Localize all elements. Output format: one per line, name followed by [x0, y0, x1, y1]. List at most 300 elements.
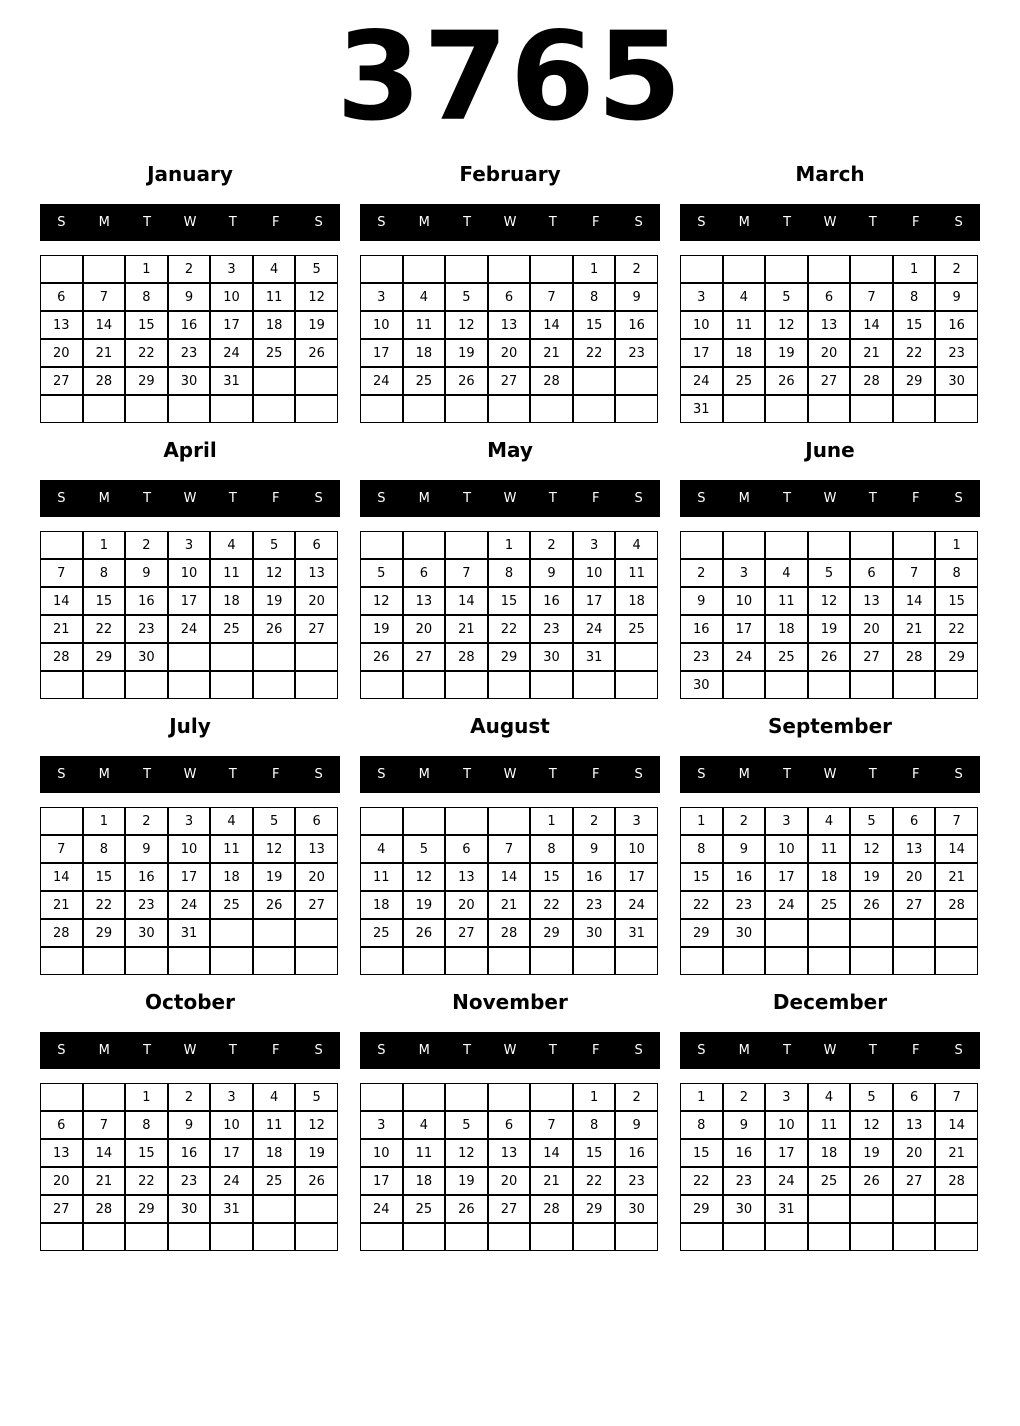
empty-day-cell	[445, 531, 488, 559]
day-cell: 6	[40, 1111, 83, 1139]
month-block	[40, 991, 340, 1251]
day-cell: 12	[850, 835, 893, 863]
week-row	[40, 255, 338, 283]
weekday-label: W	[503, 1043, 517, 1058]
day-cell: 13	[295, 835, 338, 863]
day-cell: 28	[935, 1167, 978, 1195]
month-block	[680, 991, 980, 1251]
day-cell: 22	[125, 339, 168, 367]
day-cell: 18	[615, 587, 658, 615]
weekday-label: S	[954, 1043, 963, 1058]
week-row	[360, 835, 658, 863]
day-cell: 16	[168, 1139, 211, 1167]
day-cell: 12	[808, 587, 851, 615]
empty-day-cell	[850, 531, 893, 559]
week-row	[40, 671, 338, 699]
day-cell: 9	[530, 559, 573, 587]
day-cell: 3	[360, 1111, 403, 1139]
empty-day-cell	[295, 1223, 338, 1251]
weekday-label: F	[911, 215, 920, 230]
day-cell: 26	[808, 643, 851, 671]
week-row	[680, 1111, 978, 1139]
day-cell: 14	[83, 311, 126, 339]
empty-day-cell	[253, 395, 296, 423]
weekday-label: T	[228, 767, 237, 782]
day-cell: 3	[168, 531, 211, 559]
week-row	[680, 559, 978, 587]
day-cell: 9	[723, 1111, 766, 1139]
day-cell: 25	[253, 1167, 296, 1195]
week-row	[680, 367, 978, 395]
empty-day-cell	[253, 947, 296, 975]
weekday-label: T	[463, 767, 472, 782]
day-cell: 12	[445, 311, 488, 339]
day-cell: 11	[253, 1111, 296, 1139]
empty-day-cell	[40, 807, 83, 835]
month-block	[40, 163, 340, 423]
empty-day-cell	[808, 947, 851, 975]
week-row	[40, 367, 338, 395]
empty-day-cell	[850, 947, 893, 975]
empty-day-cell	[893, 531, 936, 559]
day-cell: 19	[850, 863, 893, 891]
weekday-label: M	[98, 491, 110, 506]
empty-day-cell	[765, 919, 808, 947]
day-cell: 6	[850, 559, 893, 587]
day-cell: 24	[680, 367, 723, 395]
week-row	[680, 1223, 978, 1251]
day-cell: 3	[765, 807, 808, 835]
weekday-label: T	[783, 491, 792, 506]
day-cell: 7	[40, 559, 83, 587]
weekday-label: S	[57, 767, 66, 782]
day-cell: 16	[723, 863, 766, 891]
week-row	[360, 339, 658, 367]
day-cell: 8	[125, 1111, 168, 1139]
week-row	[680, 671, 978, 699]
day-cell: 10	[360, 1139, 403, 1167]
week-row	[360, 1167, 658, 1195]
week-row	[40, 559, 338, 587]
week-row	[680, 283, 978, 311]
day-cell: 11	[210, 835, 253, 863]
week-row	[680, 339, 978, 367]
weekday-label: S	[634, 1043, 643, 1058]
day-cell: 30	[680, 671, 723, 699]
day-cell: 26	[253, 891, 296, 919]
day-cell: 26	[445, 367, 488, 395]
day-cell: 27	[40, 1195, 83, 1223]
day-cell: 23	[125, 615, 168, 643]
day-cell: 14	[83, 1139, 126, 1167]
day-cell: 24	[360, 367, 403, 395]
weekday-label: F	[911, 1043, 920, 1058]
weekday-label: T	[548, 491, 557, 506]
day-cell: 12	[295, 283, 338, 311]
week-row	[360, 891, 658, 919]
empty-day-cell	[850, 395, 893, 423]
empty-day-cell	[40, 255, 83, 283]
month-title: February	[459, 162, 561, 186]
day-cell: 6	[893, 807, 936, 835]
day-cell: 25	[360, 919, 403, 947]
day-cell: 17	[168, 587, 211, 615]
empty-day-cell	[615, 643, 658, 671]
month-days-table	[40, 531, 338, 699]
day-cell: 30	[723, 1195, 766, 1223]
day-cell: 18	[765, 615, 808, 643]
month-block	[360, 715, 660, 975]
day-cell: 2	[168, 1083, 211, 1111]
day-cell: 18	[210, 863, 253, 891]
day-cell: 26	[360, 643, 403, 671]
empty-day-cell	[445, 947, 488, 975]
weekday-header-bar	[40, 480, 340, 517]
weekday-label: F	[911, 767, 920, 782]
day-cell: 1	[573, 255, 616, 283]
empty-day-cell	[850, 671, 893, 699]
weekday-label: S	[314, 215, 323, 230]
empty-day-cell	[295, 919, 338, 947]
weekday-label: T	[143, 767, 152, 782]
day-cell: 7	[530, 1111, 573, 1139]
empty-day-cell	[765, 255, 808, 283]
weekday-label: S	[57, 1043, 66, 1058]
day-cell: 20	[403, 615, 446, 643]
day-cell: 16	[168, 311, 211, 339]
day-cell: 23	[615, 339, 658, 367]
day-cell: 29	[125, 367, 168, 395]
day-cell: 19	[850, 1139, 893, 1167]
weekday-header-bar	[360, 1032, 660, 1069]
day-cell: 5	[295, 255, 338, 283]
day-cell: 27	[488, 1195, 531, 1223]
weekday-header-bar	[40, 204, 340, 241]
day-cell: 2	[530, 531, 573, 559]
day-cell: 22	[83, 615, 126, 643]
day-cell: 27	[488, 367, 531, 395]
day-cell: 21	[40, 615, 83, 643]
empty-day-cell	[680, 947, 723, 975]
empty-day-cell	[445, 671, 488, 699]
week-row	[360, 367, 658, 395]
day-cell: 10	[360, 311, 403, 339]
month-block	[360, 991, 660, 1251]
day-cell: 30	[723, 919, 766, 947]
day-cell: 30	[615, 1195, 658, 1223]
empty-day-cell	[615, 367, 658, 395]
day-cell: 8	[488, 559, 531, 587]
weekday-label: M	[738, 767, 750, 782]
day-cell: 6	[40, 283, 83, 311]
day-cell: 8	[680, 835, 723, 863]
weekday-header-bar	[40, 756, 340, 793]
day-cell: 13	[893, 1111, 936, 1139]
week-row	[680, 1167, 978, 1195]
day-cell: 9	[168, 283, 211, 311]
day-cell: 8	[573, 1111, 616, 1139]
weekday-label: S	[314, 767, 323, 782]
day-cell: 25	[210, 891, 253, 919]
day-cell: 7	[40, 835, 83, 863]
day-cell: 15	[83, 863, 126, 891]
month-days-table	[40, 255, 338, 423]
empty-day-cell	[403, 1223, 446, 1251]
day-cell: 13	[488, 1139, 531, 1167]
weekday-label: M	[98, 215, 110, 230]
day-cell: 4	[615, 531, 658, 559]
month-block	[680, 715, 980, 975]
empty-day-cell	[40, 671, 83, 699]
day-cell: 4	[723, 283, 766, 311]
day-cell: 13	[808, 311, 851, 339]
week-row	[40, 1111, 338, 1139]
day-cell: 21	[935, 863, 978, 891]
empty-day-cell	[83, 671, 126, 699]
day-cell: 16	[573, 863, 616, 891]
weekday-label: M	[98, 1043, 110, 1058]
weekday-label: M	[738, 215, 750, 230]
day-cell: 30	[530, 643, 573, 671]
empty-day-cell	[125, 671, 168, 699]
day-cell: 21	[488, 891, 531, 919]
weekday-header-bar	[360, 204, 660, 241]
empty-day-cell	[530, 1223, 573, 1251]
week-row	[40, 531, 338, 559]
day-cell: 3	[210, 1083, 253, 1111]
empty-day-cell	[765, 531, 808, 559]
day-cell: 14	[935, 835, 978, 863]
week-row	[360, 643, 658, 671]
day-cell: 3	[168, 807, 211, 835]
day-cell: 19	[360, 615, 403, 643]
day-cell: 26	[295, 1167, 338, 1195]
day-cell: 9	[935, 283, 978, 311]
empty-day-cell	[488, 255, 531, 283]
day-cell: 20	[850, 615, 893, 643]
day-cell: 20	[488, 339, 531, 367]
weekday-label: M	[738, 491, 750, 506]
empty-day-cell	[83, 255, 126, 283]
day-cell: 1	[83, 807, 126, 835]
day-cell: 21	[445, 615, 488, 643]
day-cell: 9	[615, 1111, 658, 1139]
empty-day-cell	[360, 1083, 403, 1111]
empty-day-cell	[615, 671, 658, 699]
empty-day-cell	[808, 395, 851, 423]
day-cell: 9	[168, 1111, 211, 1139]
day-cell: 23	[530, 615, 573, 643]
day-cell: 12	[253, 559, 296, 587]
day-cell: 1	[530, 807, 573, 835]
week-row	[40, 1139, 338, 1167]
empty-day-cell	[83, 395, 126, 423]
empty-day-cell	[253, 919, 296, 947]
day-cell: 24	[360, 1195, 403, 1223]
day-cell: 16	[935, 311, 978, 339]
empty-day-cell	[723, 671, 766, 699]
day-cell: 25	[403, 367, 446, 395]
empty-day-cell	[935, 395, 978, 423]
month-days-table	[680, 807, 978, 975]
day-cell: 22	[83, 891, 126, 919]
day-cell: 8	[83, 835, 126, 863]
empty-day-cell	[295, 1195, 338, 1223]
day-cell: 2	[125, 531, 168, 559]
weekday-label: W	[823, 1043, 837, 1058]
month-title: April	[163, 438, 217, 462]
day-cell: 18	[253, 1139, 296, 1167]
month-title: January	[147, 162, 233, 186]
weekday-label: M	[418, 491, 430, 506]
month-title: May	[487, 438, 533, 462]
empty-day-cell	[893, 1195, 936, 1223]
weekday-label: W	[183, 215, 197, 230]
day-cell: 28	[83, 1195, 126, 1223]
day-cell: 14	[40, 587, 83, 615]
week-row	[360, 919, 658, 947]
day-cell: 29	[488, 643, 531, 671]
empty-day-cell	[488, 947, 531, 975]
day-cell: 3	[765, 1083, 808, 1111]
day-cell: 6	[403, 559, 446, 587]
weekday-label: M	[738, 1043, 750, 1058]
day-cell: 18	[808, 1139, 851, 1167]
day-cell: 21	[893, 615, 936, 643]
empty-day-cell	[530, 671, 573, 699]
day-cell: 8	[935, 559, 978, 587]
weekday-label: F	[271, 215, 280, 230]
week-row	[360, 531, 658, 559]
day-cell: 28	[83, 367, 126, 395]
day-cell: 18	[808, 863, 851, 891]
empty-day-cell	[360, 671, 403, 699]
empty-day-cell	[723, 1223, 766, 1251]
day-cell: 28	[445, 643, 488, 671]
day-cell: 24	[168, 615, 211, 643]
day-cell: 11	[210, 559, 253, 587]
day-cell: 31	[680, 395, 723, 423]
day-cell: 14	[935, 1111, 978, 1139]
empty-day-cell	[935, 671, 978, 699]
week-row	[40, 283, 338, 311]
day-cell: 25	[808, 891, 851, 919]
weekday-label: T	[463, 215, 472, 230]
empty-day-cell	[488, 1083, 531, 1111]
month-block	[360, 163, 660, 423]
day-cell: 20	[40, 1167, 83, 1195]
day-cell: 21	[83, 1167, 126, 1195]
empty-day-cell	[83, 1223, 126, 1251]
day-cell: 2	[573, 807, 616, 835]
day-cell: 3	[210, 255, 253, 283]
empty-day-cell	[360, 255, 403, 283]
day-cell: 25	[210, 615, 253, 643]
empty-day-cell	[403, 1083, 446, 1111]
day-cell: 16	[615, 1139, 658, 1167]
empty-day-cell	[765, 947, 808, 975]
month-days-table	[680, 531, 978, 699]
week-row	[40, 587, 338, 615]
weekday-header-bar	[360, 480, 660, 517]
day-cell: 14	[488, 863, 531, 891]
day-cell: 10	[210, 1111, 253, 1139]
weekday-label: W	[823, 215, 837, 230]
week-row	[360, 395, 658, 423]
day-cell: 23	[680, 643, 723, 671]
week-row	[680, 255, 978, 283]
day-cell: 23	[573, 891, 616, 919]
month-title: July	[169, 714, 211, 738]
empty-day-cell	[210, 919, 253, 947]
day-cell: 7	[530, 283, 573, 311]
day-cell: 28	[40, 643, 83, 671]
empty-day-cell	[40, 1223, 83, 1251]
empty-day-cell	[893, 1223, 936, 1251]
day-cell: 13	[403, 587, 446, 615]
weekday-header-bar	[40, 1032, 340, 1069]
month-days-table	[40, 807, 338, 975]
day-cell: 15	[680, 1139, 723, 1167]
day-cell: 18	[210, 587, 253, 615]
empty-day-cell	[935, 1223, 978, 1251]
day-cell: 13	[488, 311, 531, 339]
empty-day-cell	[253, 367, 296, 395]
weekday-label: F	[591, 215, 600, 230]
empty-day-cell	[573, 947, 616, 975]
weekday-label: W	[823, 767, 837, 782]
day-cell: 6	[295, 531, 338, 559]
week-row	[360, 1083, 658, 1111]
weekday-label: S	[954, 491, 963, 506]
week-row	[40, 1083, 338, 1111]
day-cell: 25	[765, 643, 808, 671]
day-cell: 13	[40, 1139, 83, 1167]
day-cell: 11	[723, 311, 766, 339]
empty-day-cell	[893, 671, 936, 699]
weekday-label: S	[634, 767, 643, 782]
day-cell: 5	[445, 1111, 488, 1139]
week-row	[360, 311, 658, 339]
weekday-label: S	[634, 491, 643, 506]
empty-day-cell	[850, 1223, 893, 1251]
week-row	[360, 587, 658, 615]
empty-day-cell	[445, 255, 488, 283]
empty-day-cell	[573, 367, 616, 395]
week-row	[680, 1139, 978, 1167]
day-cell: 4	[808, 807, 851, 835]
empty-day-cell	[295, 947, 338, 975]
day-cell: 12	[445, 1139, 488, 1167]
week-row	[360, 615, 658, 643]
weekday-label: F	[591, 491, 600, 506]
day-cell: 8	[573, 283, 616, 311]
empty-day-cell	[403, 807, 446, 835]
day-cell: 23	[168, 339, 211, 367]
day-cell: 2	[125, 807, 168, 835]
day-cell: 10	[573, 559, 616, 587]
empty-day-cell	[808, 255, 851, 283]
empty-day-cell	[253, 1195, 296, 1223]
day-cell: 6	[488, 283, 531, 311]
day-cell: 15	[935, 587, 978, 615]
day-cell: 5	[765, 283, 808, 311]
day-cell: 29	[83, 919, 126, 947]
day-cell: 17	[615, 863, 658, 891]
weekday-label: T	[868, 491, 877, 506]
day-cell: 21	[40, 891, 83, 919]
day-cell: 29	[680, 1195, 723, 1223]
